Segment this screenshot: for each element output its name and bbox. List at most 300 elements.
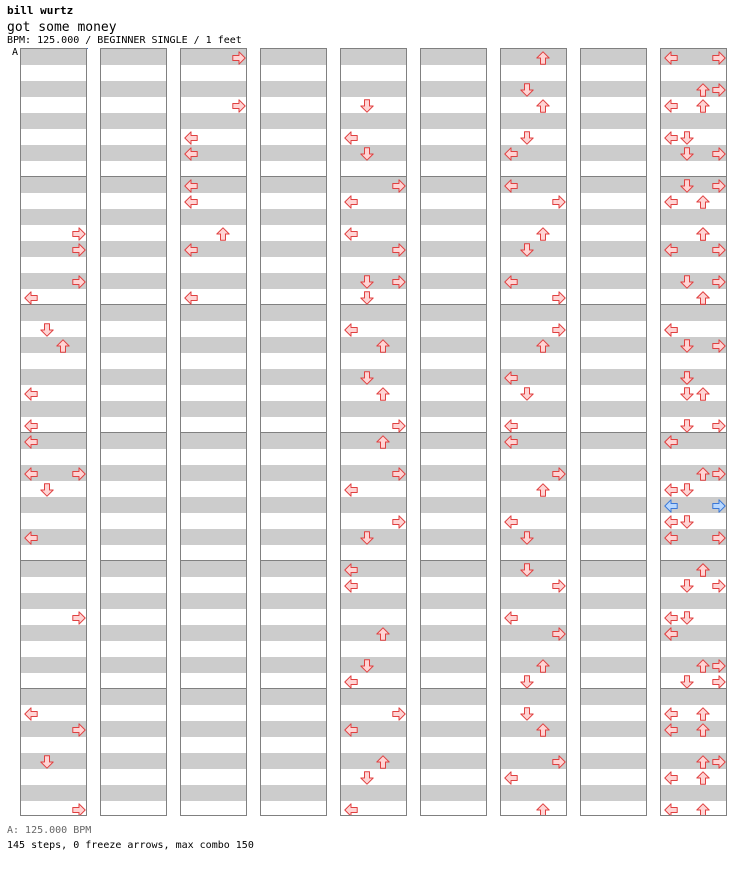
beat-stripe bbox=[581, 593, 646, 609]
beat-stripe bbox=[581, 241, 646, 257]
tap-left-arrow-icon bbox=[664, 610, 678, 624]
tap-up-arrow-icon bbox=[696, 706, 710, 720]
beat-stripe bbox=[261, 657, 326, 673]
tap-up-arrow-icon bbox=[696, 82, 710, 96]
beat-stripe bbox=[421, 721, 486, 737]
tap-right-arrow-icon bbox=[712, 178, 726, 192]
chart-column-4 bbox=[260, 48, 327, 816]
beat-stripe bbox=[581, 81, 646, 97]
tap-left-arrow-icon bbox=[504, 418, 518, 432]
tap-up-arrow-icon bbox=[536, 802, 550, 816]
beat-stripe bbox=[181, 401, 246, 417]
bpm-marker-label: A bbox=[12, 47, 19, 58]
measure-line bbox=[421, 304, 486, 305]
beat-stripe bbox=[581, 177, 646, 193]
tap-left-arrow-icon bbox=[664, 322, 678, 336]
beat-stripe bbox=[421, 177, 486, 193]
chart-info: BPM: 125.000 / BEGINNER SINGLE / 1 feet bbox=[7, 35, 242, 46]
beat-stripe bbox=[501, 305, 566, 321]
beat-stripe bbox=[181, 625, 246, 641]
beat-stripe bbox=[261, 209, 326, 225]
tap-up-arrow-icon bbox=[696, 562, 710, 576]
beat-stripe bbox=[261, 689, 326, 705]
beat-stripe bbox=[21, 369, 86, 385]
beat-stripe bbox=[661, 113, 726, 129]
beat-stripe bbox=[101, 561, 166, 577]
measure-line bbox=[181, 432, 246, 433]
beat-stripe bbox=[181, 497, 246, 513]
tap-right-arrow-icon bbox=[232, 98, 246, 112]
tap-right-arrow-icon bbox=[712, 578, 726, 592]
beat-stripe bbox=[421, 145, 486, 161]
beat-stripe bbox=[501, 497, 566, 513]
beat-stripe bbox=[421, 561, 486, 577]
tap-left-arrow-icon bbox=[664, 242, 678, 256]
beat-stripe bbox=[261, 529, 326, 545]
beat-stripe bbox=[101, 465, 166, 481]
beat-stripe bbox=[581, 433, 646, 449]
beat-stripe bbox=[341, 113, 406, 129]
tap-up-arrow-icon bbox=[536, 50, 550, 64]
beat-stripe bbox=[581, 49, 646, 65]
beat-stripe bbox=[181, 337, 246, 353]
tap-right-arrow-icon bbox=[72, 610, 86, 624]
beat-stripe bbox=[581, 689, 646, 705]
tap-right-arrow-icon bbox=[392, 242, 406, 256]
measure-line bbox=[261, 304, 326, 305]
beat-stripe bbox=[181, 369, 246, 385]
measure-line bbox=[21, 560, 86, 561]
beat-stripe bbox=[341, 305, 406, 321]
measure-line bbox=[581, 176, 646, 177]
tap-right-arrow-icon bbox=[72, 802, 86, 816]
tap-down-arrow-icon bbox=[680, 578, 694, 592]
beat-stripe bbox=[501, 113, 566, 129]
beat-stripe bbox=[181, 209, 246, 225]
tap-down-arrow-icon bbox=[360, 530, 374, 544]
beat-stripe bbox=[181, 657, 246, 673]
tap-up-arrow-icon bbox=[696, 194, 710, 208]
tap-down-arrow-icon bbox=[360, 146, 374, 160]
measure-line bbox=[261, 560, 326, 561]
chart-column-2 bbox=[100, 48, 167, 816]
tap-down-arrow-icon bbox=[520, 562, 534, 576]
beat-stripe bbox=[261, 337, 326, 353]
tap-right-arrow-icon bbox=[392, 418, 406, 432]
beat-stripe bbox=[501, 657, 566, 673]
tap-left-arrow-icon bbox=[664, 514, 678, 528]
beat-stripe bbox=[21, 81, 86, 97]
beat-stripe bbox=[501, 49, 566, 65]
tap-left-arrow-icon bbox=[24, 386, 38, 400]
measure-line bbox=[181, 176, 246, 177]
beat-stripe bbox=[341, 337, 406, 353]
beat-stripe bbox=[101, 753, 166, 769]
tap-up-arrow-icon bbox=[696, 722, 710, 736]
tap-down-arrow-icon bbox=[40, 322, 54, 336]
beat-stripe bbox=[341, 49, 406, 65]
tap-down-arrow-icon bbox=[520, 386, 534, 400]
beat-stripe bbox=[341, 753, 406, 769]
tap-down-arrow-icon bbox=[520, 130, 534, 144]
tap-right-arrow-icon bbox=[712, 466, 726, 480]
beat-stripe bbox=[341, 497, 406, 513]
tap-right-arrow-icon bbox=[392, 706, 406, 720]
beat-stripe bbox=[501, 721, 566, 737]
measure-line bbox=[261, 432, 326, 433]
beat-stripe bbox=[101, 49, 166, 65]
beat-stripe bbox=[101, 433, 166, 449]
beat-stripe bbox=[421, 593, 486, 609]
measure-line bbox=[261, 176, 326, 177]
beat-stripe bbox=[261, 81, 326, 97]
tap-down-arrow-icon bbox=[680, 514, 694, 528]
beat-stripe bbox=[341, 401, 406, 417]
beat-stripe bbox=[581, 529, 646, 545]
measure-line bbox=[101, 176, 166, 177]
beat-stripe bbox=[421, 529, 486, 545]
measure-line bbox=[581, 688, 646, 689]
tap-up-arrow-icon bbox=[696, 98, 710, 112]
beat-stripe bbox=[661, 401, 726, 417]
beat-stripe bbox=[101, 497, 166, 513]
tap-down-arrow-icon bbox=[360, 370, 374, 384]
tap-up-arrow-icon bbox=[696, 754, 710, 768]
tap-right-arrow-icon bbox=[712, 530, 726, 544]
beat-stripe bbox=[421, 241, 486, 257]
tap-left-arrow-icon bbox=[504, 514, 518, 528]
tap-left-arrow-icon bbox=[344, 130, 358, 144]
tap-left-arrow-icon bbox=[24, 530, 38, 544]
jump-right-arrow-icon bbox=[712, 498, 726, 512]
tap-right-arrow-icon bbox=[712, 658, 726, 672]
measure-line bbox=[21, 688, 86, 689]
tap-left-arrow-icon bbox=[24, 418, 38, 432]
tap-left-arrow-icon bbox=[344, 226, 358, 240]
measure-line bbox=[581, 304, 646, 305]
chart-column-5 bbox=[340, 48, 407, 816]
tap-down-arrow-icon bbox=[360, 98, 374, 112]
beat-stripe bbox=[261, 465, 326, 481]
tap-left-arrow-icon bbox=[344, 722, 358, 736]
beat-stripe bbox=[421, 305, 486, 321]
tap-right-arrow-icon bbox=[552, 626, 566, 640]
tap-left-arrow-icon bbox=[184, 178, 198, 192]
tap-right-arrow-icon bbox=[392, 178, 406, 192]
tap-down-arrow-icon bbox=[40, 482, 54, 496]
beat-stripe bbox=[581, 753, 646, 769]
tap-left-arrow-icon bbox=[184, 194, 198, 208]
tap-left-arrow-icon bbox=[664, 50, 678, 64]
footer-bpm-list: A: 125.000 BPM bbox=[7, 825, 92, 836]
beat-stripe bbox=[261, 241, 326, 257]
beat-stripe bbox=[261, 273, 326, 289]
tap-left-arrow-icon bbox=[664, 98, 678, 112]
tap-right-arrow-icon bbox=[552, 290, 566, 304]
chart-column-8 bbox=[580, 48, 647, 816]
tap-left-arrow-icon bbox=[344, 482, 358, 496]
beat-stripe bbox=[181, 433, 246, 449]
beat-stripe bbox=[581, 561, 646, 577]
beat-stripe bbox=[341, 81, 406, 97]
beat-stripe bbox=[101, 113, 166, 129]
tap-down-arrow-icon bbox=[680, 146, 694, 160]
measure-line bbox=[101, 304, 166, 305]
tap-right-arrow-icon bbox=[552, 322, 566, 336]
beat-stripe bbox=[261, 753, 326, 769]
tap-up-arrow-icon bbox=[536, 722, 550, 736]
beat-stripe bbox=[261, 785, 326, 801]
beat-stripe bbox=[181, 561, 246, 577]
beat-stripe bbox=[181, 721, 246, 737]
tap-down-arrow-icon bbox=[680, 610, 694, 624]
tap-left-arrow-icon bbox=[504, 610, 518, 624]
beat-stripe bbox=[101, 369, 166, 385]
tap-down-arrow-icon bbox=[360, 290, 374, 304]
beat-stripe bbox=[21, 145, 86, 161]
measure-line bbox=[501, 560, 566, 561]
beat-stripe bbox=[421, 369, 486, 385]
beat-stripe bbox=[421, 753, 486, 769]
measure-line bbox=[581, 560, 646, 561]
tap-up-arrow-icon bbox=[536, 338, 550, 352]
beat-stripe bbox=[581, 721, 646, 737]
beat-stripe bbox=[21, 337, 86, 353]
beat-stripe bbox=[421, 497, 486, 513]
beat-stripe bbox=[341, 209, 406, 225]
tap-left-arrow-icon bbox=[344, 674, 358, 688]
measure-line bbox=[501, 176, 566, 177]
beat-stripe bbox=[21, 657, 86, 673]
beat-stripe bbox=[101, 337, 166, 353]
tap-right-arrow-icon bbox=[552, 578, 566, 592]
beat-stripe bbox=[101, 625, 166, 641]
tap-down-arrow-icon bbox=[680, 274, 694, 288]
measure-line bbox=[661, 176, 726, 177]
beat-stripe bbox=[421, 657, 486, 673]
tap-left-arrow-icon bbox=[344, 194, 358, 208]
tap-right-arrow-icon bbox=[72, 722, 86, 736]
beat-stripe bbox=[21, 785, 86, 801]
tap-left-arrow-icon bbox=[24, 434, 38, 448]
beat-stripe bbox=[501, 689, 566, 705]
tap-left-arrow-icon bbox=[184, 146, 198, 160]
tap-up-arrow-icon bbox=[536, 98, 550, 112]
beat-stripe bbox=[21, 689, 86, 705]
tap-down-arrow-icon bbox=[680, 338, 694, 352]
beat-stripe bbox=[581, 401, 646, 417]
tap-down-arrow-icon bbox=[680, 418, 694, 432]
tap-down-arrow-icon bbox=[680, 386, 694, 400]
tap-right-arrow-icon bbox=[72, 226, 86, 240]
tap-left-arrow-icon bbox=[344, 802, 358, 816]
beat-stripe bbox=[341, 593, 406, 609]
tap-left-arrow-icon bbox=[664, 434, 678, 448]
tap-right-arrow-icon bbox=[712, 242, 726, 256]
tap-down-arrow-icon bbox=[520, 674, 534, 688]
tap-down-arrow-icon bbox=[680, 130, 694, 144]
artist-name: bill wurtz bbox=[7, 4, 74, 17]
tap-up-arrow-icon bbox=[696, 770, 710, 784]
beat-stripe bbox=[101, 785, 166, 801]
beat-stripe bbox=[581, 785, 646, 801]
tap-right-arrow-icon bbox=[232, 50, 246, 64]
beat-stripe bbox=[101, 657, 166, 673]
beat-stripe bbox=[21, 561, 86, 577]
tap-right-arrow-icon bbox=[712, 274, 726, 288]
tap-down-arrow-icon bbox=[520, 242, 534, 256]
beat-stripe bbox=[101, 305, 166, 321]
tap-up-arrow-icon bbox=[696, 226, 710, 240]
tap-left-arrow-icon bbox=[184, 290, 198, 304]
beat-stripe bbox=[21, 305, 86, 321]
beat-stripe bbox=[21, 113, 86, 129]
beat-stripe bbox=[581, 465, 646, 481]
beat-stripe bbox=[581, 113, 646, 129]
tap-left-arrow-icon bbox=[504, 434, 518, 448]
tap-up-arrow-icon bbox=[536, 658, 550, 672]
tap-left-arrow-icon bbox=[664, 194, 678, 208]
beat-stripe bbox=[261, 369, 326, 385]
beat-stripe bbox=[101, 81, 166, 97]
measure-line bbox=[661, 560, 726, 561]
beat-stripe bbox=[421, 337, 486, 353]
measure-line bbox=[421, 688, 486, 689]
beat-stripe bbox=[261, 49, 326, 65]
beat-stripe bbox=[421, 81, 486, 97]
tap-left-arrow-icon bbox=[504, 146, 518, 160]
tap-right-arrow-icon bbox=[712, 82, 726, 96]
beat-stripe bbox=[581, 273, 646, 289]
beat-stripe bbox=[341, 625, 406, 641]
tap-up-arrow-icon bbox=[696, 802, 710, 816]
beat-stripe bbox=[181, 81, 246, 97]
footer-stats: 145 steps, 0 freeze arrows, max combo 150 bbox=[7, 840, 254, 851]
tap-left-arrow-icon bbox=[24, 290, 38, 304]
tap-left-arrow-icon bbox=[664, 626, 678, 640]
tap-left-arrow-icon bbox=[664, 706, 678, 720]
beat-stripe bbox=[101, 177, 166, 193]
beat-stripe bbox=[581, 145, 646, 161]
tap-left-arrow-icon bbox=[184, 130, 198, 144]
jump-left-arrow-icon bbox=[664, 498, 678, 512]
measure-line bbox=[341, 560, 406, 561]
measure-line bbox=[261, 688, 326, 689]
beat-stripe bbox=[101, 145, 166, 161]
beat-stripe bbox=[261, 497, 326, 513]
beat-stripe bbox=[261, 145, 326, 161]
measure-line bbox=[581, 432, 646, 433]
tap-right-arrow-icon bbox=[392, 466, 406, 480]
beat-stripe bbox=[341, 689, 406, 705]
tap-down-arrow-icon bbox=[360, 658, 374, 672]
tap-up-arrow-icon bbox=[696, 386, 710, 400]
tap-up-arrow-icon bbox=[536, 482, 550, 496]
measure-line bbox=[101, 688, 166, 689]
beat-stripe bbox=[21, 177, 86, 193]
tap-left-arrow-icon bbox=[664, 482, 678, 496]
beat-stripe bbox=[261, 721, 326, 737]
beat-stripe bbox=[581, 657, 646, 673]
beat-stripe bbox=[101, 241, 166, 257]
tap-up-arrow-icon bbox=[696, 290, 710, 304]
tap-down-arrow-icon bbox=[360, 274, 374, 288]
tap-right-arrow-icon bbox=[712, 50, 726, 64]
beat-stripe bbox=[501, 337, 566, 353]
tap-up-arrow-icon bbox=[696, 658, 710, 672]
tap-left-arrow-icon bbox=[344, 322, 358, 336]
beat-stripe bbox=[341, 785, 406, 801]
tap-left-arrow-icon bbox=[664, 722, 678, 736]
chart-column-6 bbox=[420, 48, 487, 816]
beat-stripe bbox=[501, 785, 566, 801]
tap-down-arrow-icon bbox=[680, 178, 694, 192]
tap-right-arrow-icon bbox=[712, 338, 726, 352]
tap-left-arrow-icon bbox=[504, 274, 518, 288]
tap-up-arrow-icon bbox=[376, 338, 390, 352]
tap-left-arrow-icon bbox=[184, 242, 198, 256]
tap-up-arrow-icon bbox=[376, 626, 390, 640]
beat-stripe bbox=[261, 625, 326, 641]
tap-right-arrow-icon bbox=[712, 754, 726, 768]
tap-left-arrow-icon bbox=[24, 706, 38, 720]
beat-stripe bbox=[181, 529, 246, 545]
measure-line bbox=[101, 432, 166, 433]
chart-column-7 bbox=[500, 48, 567, 816]
tap-right-arrow-icon bbox=[712, 418, 726, 432]
tap-left-arrow-icon bbox=[344, 578, 358, 592]
tap-left-arrow-icon bbox=[664, 130, 678, 144]
beat-stripe bbox=[501, 593, 566, 609]
tap-down-arrow-icon bbox=[360, 770, 374, 784]
tap-up-arrow-icon bbox=[216, 226, 230, 240]
beat-stripe bbox=[261, 401, 326, 417]
tap-left-arrow-icon bbox=[504, 370, 518, 384]
tap-up-arrow-icon bbox=[376, 754, 390, 768]
beat-stripe bbox=[181, 689, 246, 705]
beat-stripe bbox=[421, 625, 486, 641]
beat-stripe bbox=[261, 177, 326, 193]
beat-stripe bbox=[421, 113, 486, 129]
song-title: got some money bbox=[7, 20, 117, 35]
tap-right-arrow-icon bbox=[552, 754, 566, 768]
beat-stripe bbox=[21, 625, 86, 641]
beat-stripe bbox=[181, 113, 246, 129]
tap-right-arrow-icon bbox=[712, 674, 726, 688]
tap-left-arrow-icon bbox=[344, 562, 358, 576]
beat-stripe bbox=[581, 369, 646, 385]
beat-stripe bbox=[21, 209, 86, 225]
tap-left-arrow-icon bbox=[664, 802, 678, 816]
tap-down-arrow-icon bbox=[680, 674, 694, 688]
tap-left-arrow-icon bbox=[504, 178, 518, 192]
measure-line bbox=[421, 560, 486, 561]
tap-up-arrow-icon bbox=[376, 386, 390, 400]
tap-right-arrow-icon bbox=[72, 466, 86, 480]
beat-stripe bbox=[501, 209, 566, 225]
beat-stripe bbox=[661, 593, 726, 609]
beat-stripe bbox=[581, 209, 646, 225]
measure-line bbox=[21, 176, 86, 177]
tap-right-arrow-icon bbox=[392, 514, 406, 528]
tap-down-arrow-icon bbox=[520, 82, 534, 96]
beat-stripe bbox=[21, 49, 86, 65]
beat-stripe bbox=[421, 49, 486, 65]
beat-stripe bbox=[181, 785, 246, 801]
tap-right-arrow-icon bbox=[712, 146, 726, 160]
chart-column-9 bbox=[660, 48, 727, 816]
beat-stripe bbox=[421, 273, 486, 289]
